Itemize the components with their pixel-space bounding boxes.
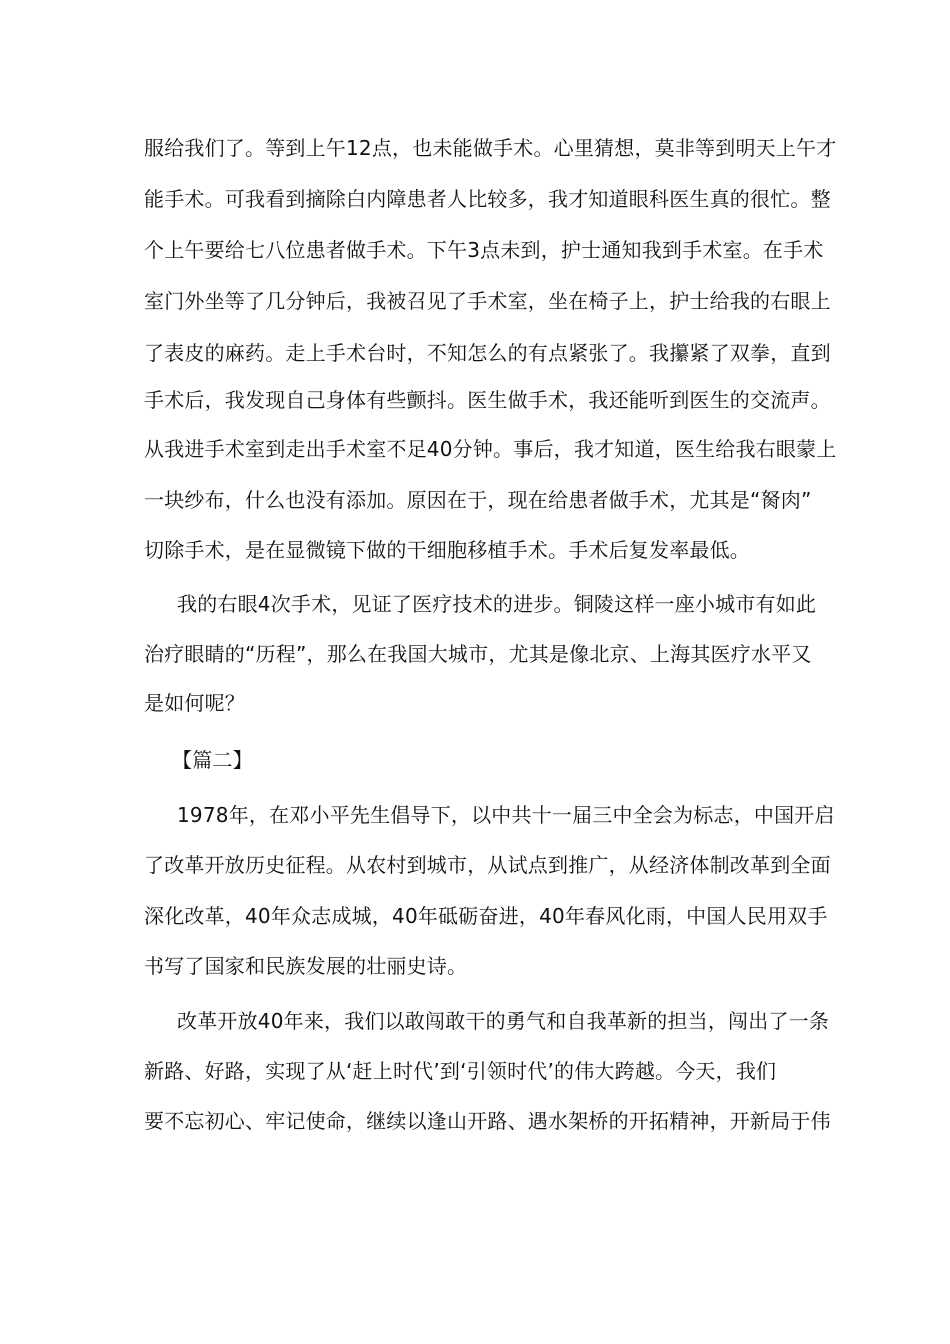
paragraph-1-line-5: 了表皮的麻药。走上手术台时，不知怎么的有点紧张了。我攥紧了双拳，直到 <box>144 341 831 365</box>
paragraph-2-line-1: 我的右眼4次手术，见证了医疗技术的进步。铜陵这样一座小城市有如此 <box>177 592 817 616</box>
paragraph-3-line-2: 了改革开放历史征程。从农村到城市，从试点到推广，从经济体制改革到全面 <box>144 853 831 877</box>
section-heading: 【篇二】 <box>172 748 253 772</box>
paragraph-1-line-7: 从我进手术室到走出手术室不足40分钟。事后，我才知道，医生给我右眼蒙上 <box>144 437 837 461</box>
paragraph-4-line-3: 要不忘初心、牢记使命，继续以逢山开路、遇水架桥的开拓精神，开新局于伟 <box>144 1109 831 1133</box>
paragraph-1-line-4: 室门外坐等了几分钟后，我被召见了手术室，坐在椅子上，护士给我的右眼上 <box>144 289 831 313</box>
paragraph-3-line-3: 深化改革，40年众志成城，40年砥砺奋进，40年春风化雨，中国人民用双手 <box>144 904 828 928</box>
paragraph-2-line-2: 治疗眼睛的“历程”，那么在我国大城市，尤其是像北京、上海其医疗水平又 <box>144 642 812 666</box>
paragraph-4-line-1: 改革开放40年来，我们以敢闯敢干的勇气和自我革新的担当，闯出了一条 <box>177 1009 830 1033</box>
paragraph-1-line-8: 一块纱布，什么也没有添加。原因在于，现在给患者做手术，尤其是“胬肉” <box>144 488 812 512</box>
paragraph-1-line-1: 服给我们了。等到上午12点，也未能做手术。心里猜想，莫非等到明天上午才 <box>144 136 837 160</box>
paragraph-1-line-9: 切除手术，是在显微镜下做的干细胞移植手术。手术后复发率最低。 <box>144 538 750 562</box>
paragraph-1-line-2: 能手术。可我看到摘除白内障患者人比较多，我才知道眼科医生真的很忙。整 <box>144 187 831 211</box>
paragraph-2-line-3: 是如何呢？ <box>144 691 245 715</box>
paragraph-3-line-4: 书写了国家和民族发展的壮丽史诗。 <box>144 954 468 978</box>
paragraph-4-line-2: 新路、好路，实现了从‘赶上时代’到‘引领时代’的伟大跨越。今天，我们 <box>144 1059 777 1083</box>
paragraph-1-line-6: 手术后，我发现自己身体有些颤抖。医生做手术，我还能听到医生的交流声。 <box>144 388 831 412</box>
paragraph-1-line-3: 个上午要给七八位患者做手术。下午3点未到，护士通知我到手术室。在手术 <box>144 238 824 262</box>
paragraph-3-line-1: 1978年，在邓小平先生倡导下，以中共十一届三中全会为标志，中国开启 <box>177 803 835 827</box>
